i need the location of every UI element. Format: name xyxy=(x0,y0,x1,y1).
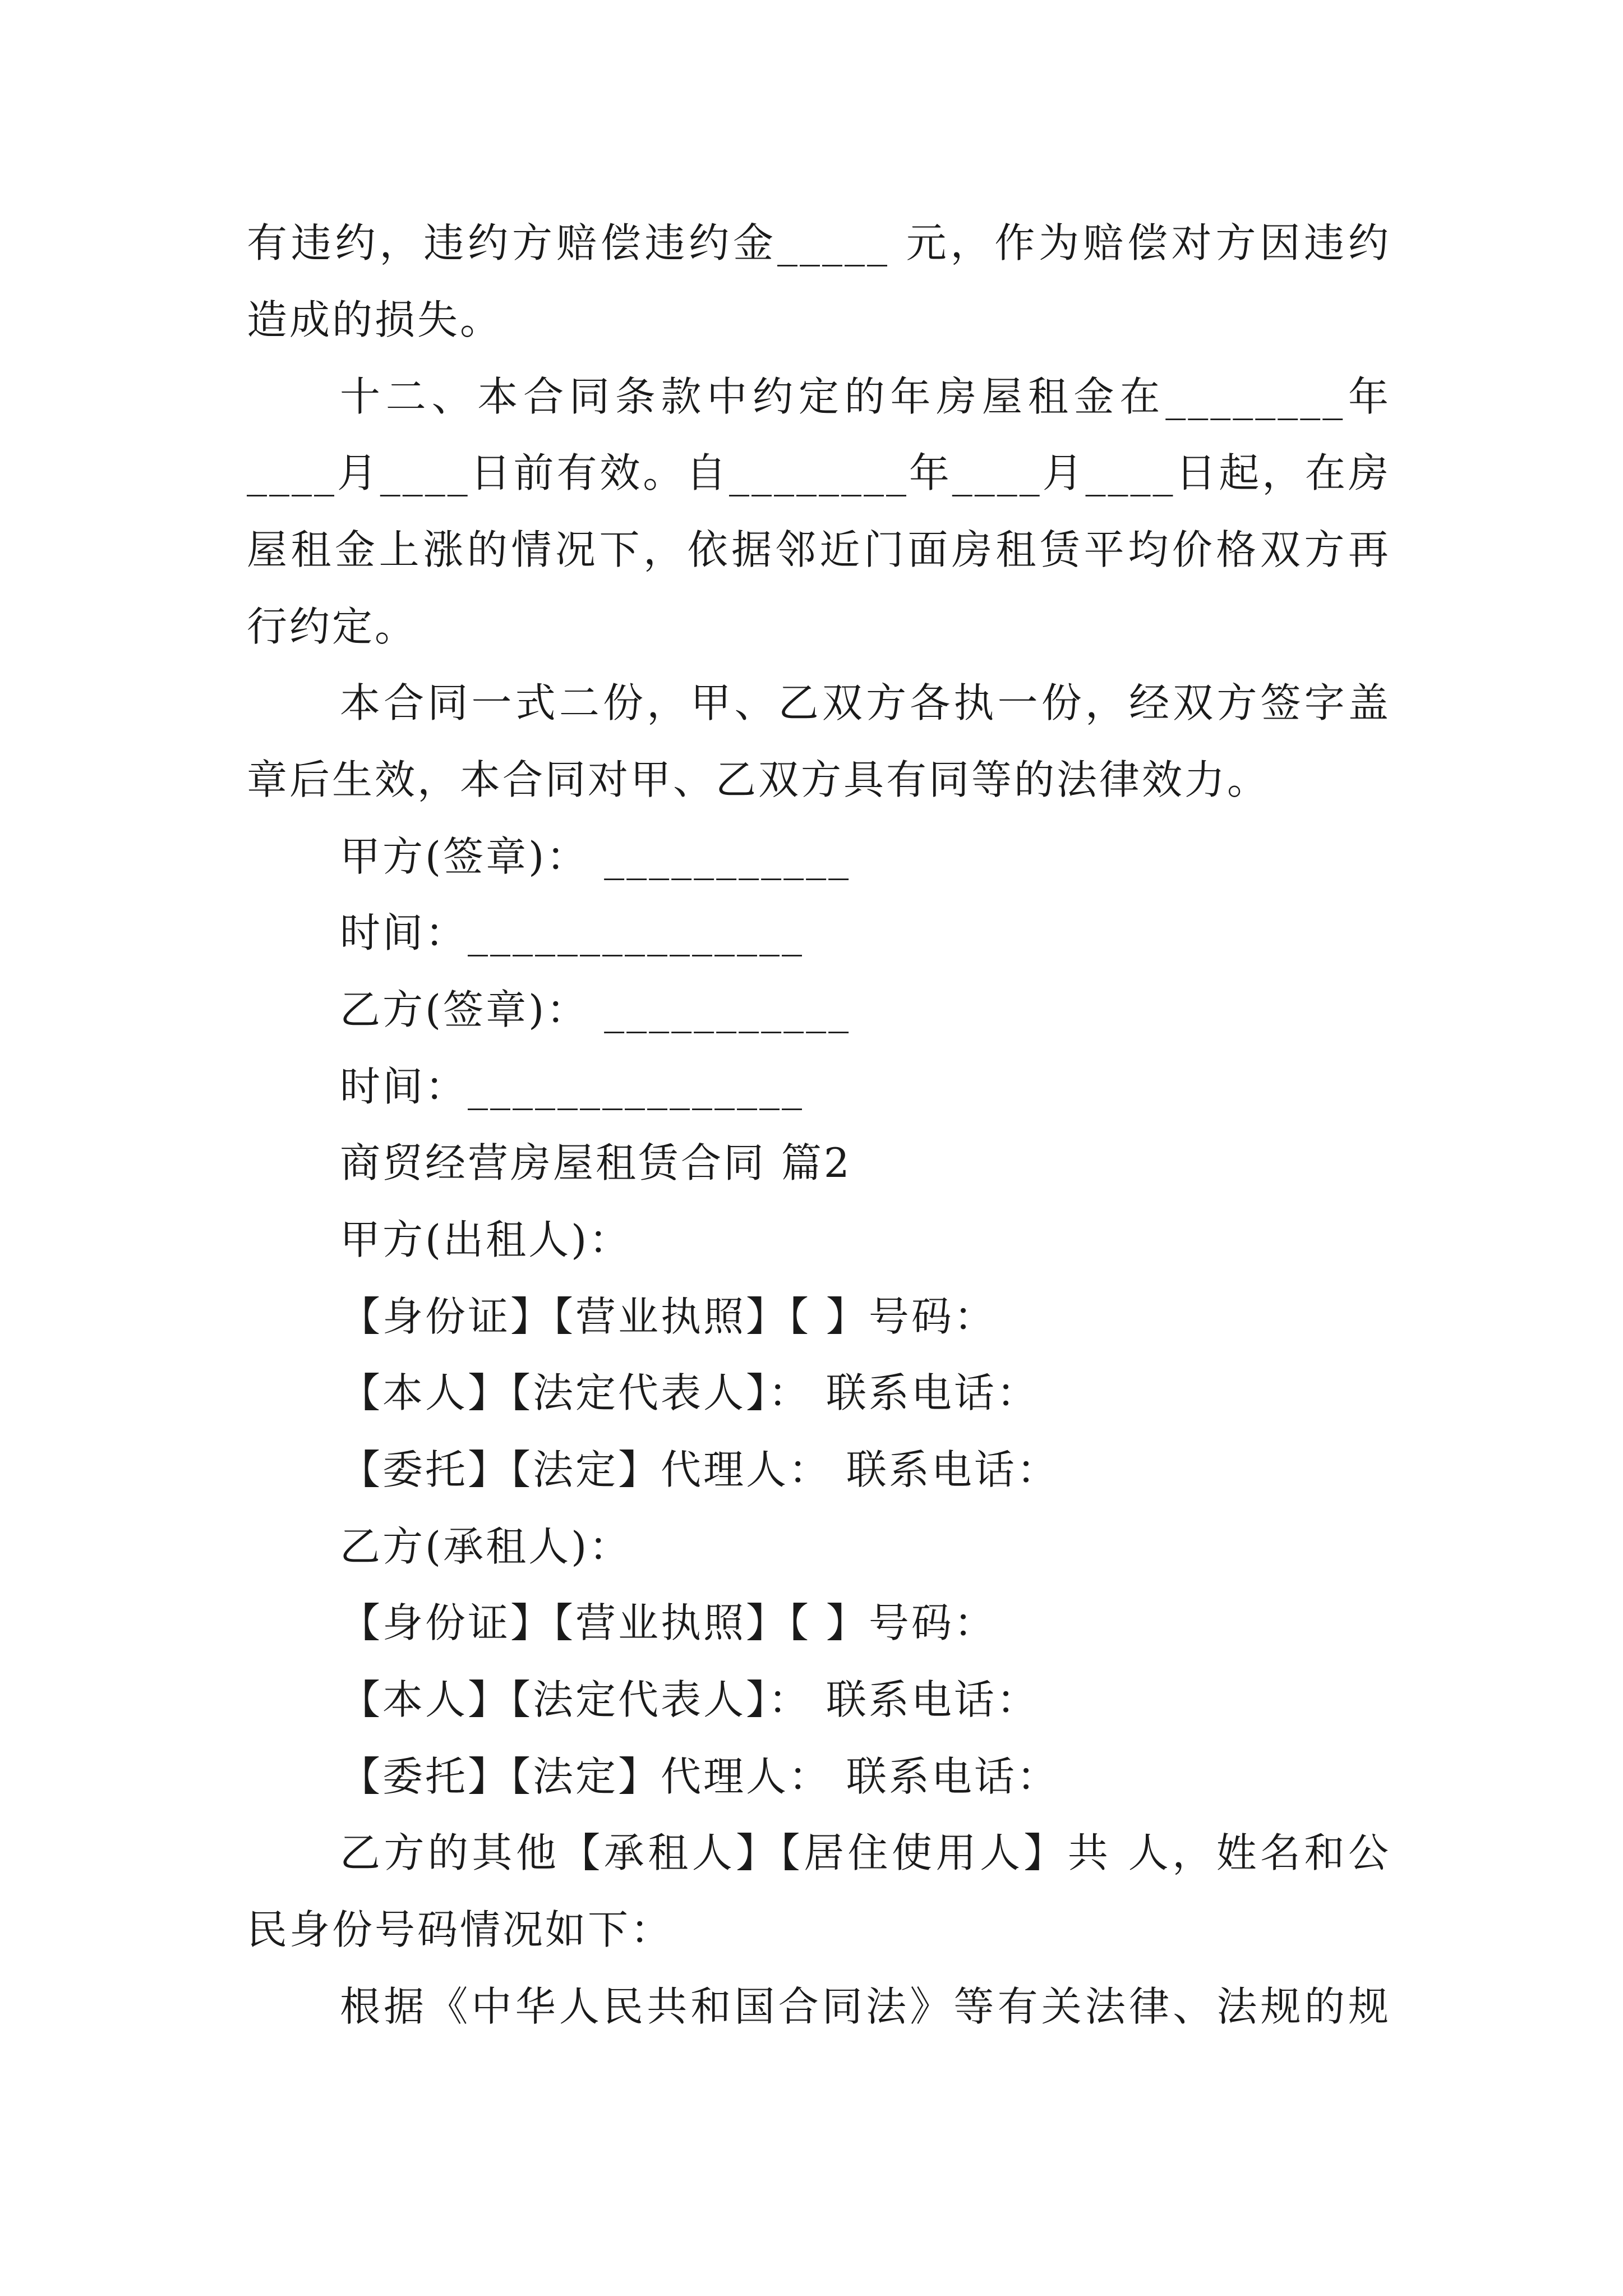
text-line: 【身份证】【营业执照】【 】号码： xyxy=(340,1599,997,1646)
text-line: 甲方(出租人)： xyxy=(340,1216,632,1263)
signature-line-party-b: 乙方(签章)： ___________ xyxy=(340,986,851,1033)
text-line: ____月____日前有效。自________年____月____日起，在房 xyxy=(247,449,1391,496)
text-line: 有违约，违约方赔偿违约金_____ 元，作为赔偿对方因违约 xyxy=(247,219,1391,266)
text-line: 行约定。 xyxy=(247,603,418,650)
date-line-party-a: 时间：_______________ xyxy=(340,909,805,956)
text-line: 民身份号码情况如下： xyxy=(247,1906,674,1953)
text-line: 乙方(承租人)： xyxy=(340,1523,632,1570)
text-line: 【本人】【法定代表人】： 联系电话： xyxy=(340,1369,1039,1416)
text-line: 根据《中华人民共和国合同法》等有关法律、法规的规 xyxy=(340,1983,1391,2030)
signature-line-party-a: 甲方(签章)： ___________ xyxy=(340,833,851,880)
text-line: 十二、本合同条款中约定的年房屋租金在________年 xyxy=(340,373,1391,420)
text-line: 本合同一式二份，甲、乙双方各执一份，经双方签字盖 xyxy=(340,679,1391,726)
text-line: 【委托】【法定】代理人： 联系电话： xyxy=(340,1446,1059,1493)
text-line: 章后生效，本合同对甲、乙双方具有同等的法律效力。 xyxy=(247,756,1270,803)
text-line: 【身份证】【营业执照】【 】号码： xyxy=(340,1293,997,1340)
text-line: 【本人】【法定代表人】： 联系电话： xyxy=(340,1676,1039,1723)
text-line: 屋租金上涨的情况下，依据邻近门面房租赁平均价格双方再 xyxy=(247,526,1391,573)
text-line: 【委托】【法定】代理人： 联系电话： xyxy=(340,1753,1059,1800)
text-line: 造成的损失。 xyxy=(247,296,503,343)
text-line: 乙方的其他【承租人】【居住使用人】共 人，姓名和公 xyxy=(340,1829,1391,1876)
date-line-party-b: 时间：_______________ xyxy=(340,1063,805,1110)
section-heading: 商贸经营房屋租赁合同 篇2 xyxy=(340,1139,852,1186)
